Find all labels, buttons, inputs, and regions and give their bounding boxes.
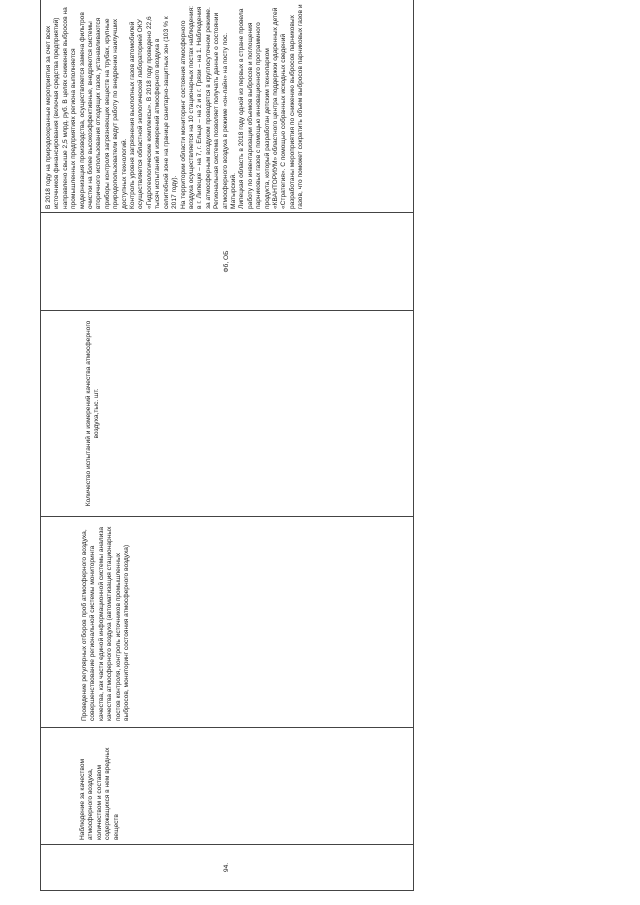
- rotated-page: [40, 4, 414, 891]
- info-cell: [41, 0, 414, 213]
- measure-name: Наблюдение за качеством атмосферного воздуха, количеством и составом содержащихся в нем вредных веществ: [41, 728, 414, 845]
- row-number: 94.: [41, 845, 414, 891]
- measure-actions: Проведение регулярных отборов проб атмосферного воздуха, совершенствование региональной системы мониторинга качества, как части единой информационной системы анализа качества атмосферного воздуха (автоматизация стационарных постов контроля, контроль источников промышленных выбросов, мониторинг состояния атмосферного воздуха): [41, 517, 414, 728]
- funding-cell: Фб, ОБ: [41, 213, 414, 311]
- table-row: [41, 0, 414, 891]
- indicator-cell: Количество испытаний и измерений качества атмосферного воздуха,тыс. шт.: [41, 311, 414, 517]
- info-paragraph: Контроль уровня загрязнения выхлопных газов автомобилей осуществляется областной экологической лабораторией ОКУ «Гидрогеологические комплексы». В 2018 году проведено 22,6 тысяч испытаний и измерений атмосферного воздуха в селитебной зоне на границе санитарно-защитных зон (103 % к 2017 году).: [129, 16, 179, 209]
- program-table: [40, 0, 414, 891]
- info-paragraph: На территории области мониторинг состояния атмосферного воздуха осуществляется на 10 стационарных постах наблюдения: в г. Липецке – на 7, г. Ельце – на 2 и в г. Грязи – на 1. Наблюдения за атмосферным воздухом проводятся в круглосуточном режиме. Региональная система позволяет получать данные о состоянии атмосферного воздуха в режиме «он-лайн» на посту пос. Матырский.: [179, 5, 237, 209]
- info-paragraph: Липецкая область в 2018 году одной из первых в стране провела работу по инвентаризации объемов выбросов и поглощения парниковых газов с помощью инновационного программного продукта, который разработан детским технопарком «КВАНТОРИУМ» областного центра поддержки одаренных детей «Стратегия». С помощью собранных исходных сведений разработаны мероприятия по снижению выбросов парниковых газов, что поможет сократить объем выбросов парниковых газов и: [238, 4, 305, 209]
- info-paragraph: В 2018 году на природоохранные мероприятия за счет всех источников финансирования (включая средства предприятий) направлено свыше 2,5 млрд. руб. В целях снижения выбросов на промышленных предприятиях региона выполняется модернизация производства, осуществляется замена фильтров очистки на более высокоэффективные, внедряются системы вторичного использования отходящих газов, устанавливаются приборы контроля загрязняющих веществ на трубах, крупные природопользователи ведут работу по внедрению наилучших доступных технологий.: [45, 7, 128, 209]
